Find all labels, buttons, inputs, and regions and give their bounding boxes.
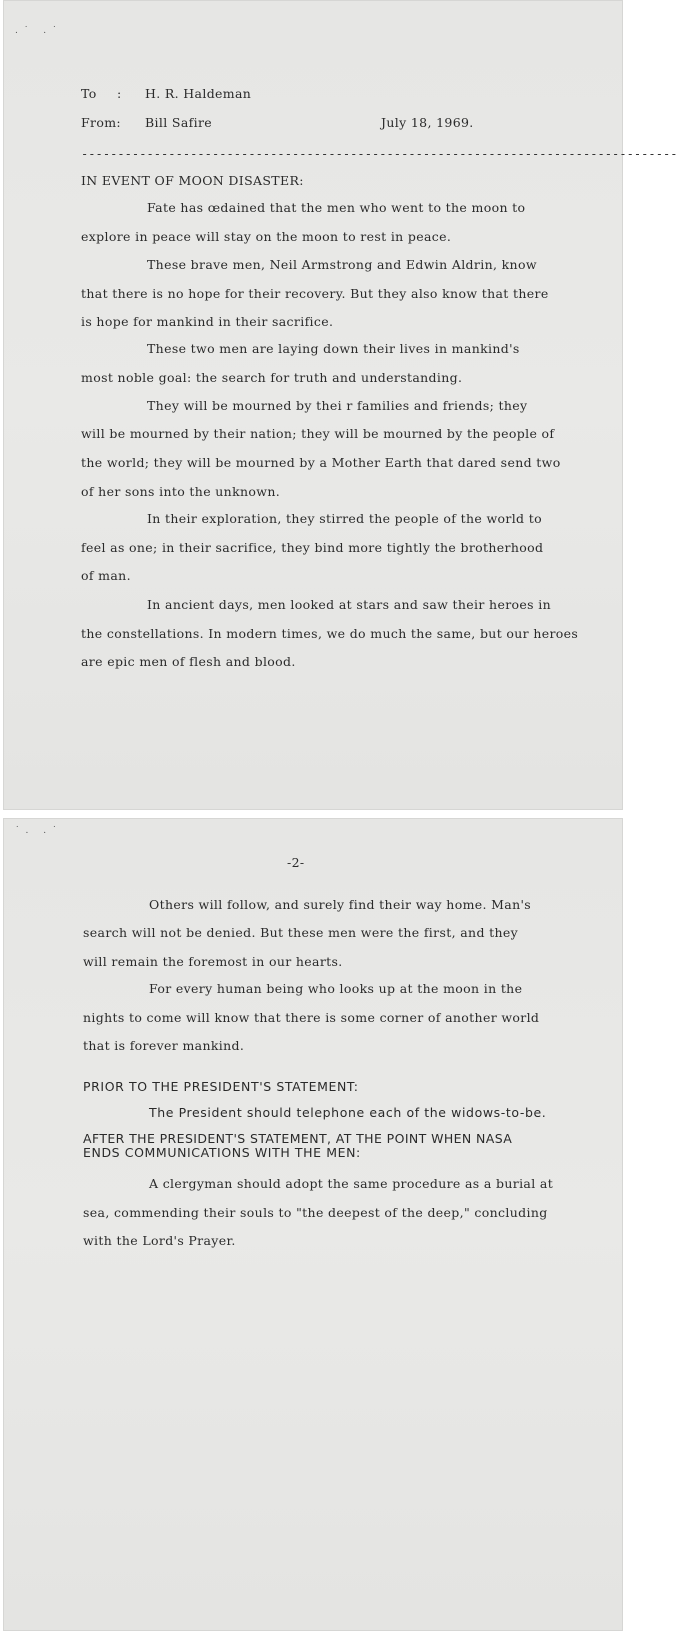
- memo-page-2: [3, 818, 623, 1631]
- memo-page-1: [3, 0, 678, 810]
- body-line: sea, commending their souls to "the deepest of the deep," concluding: [83, 1205, 548, 1220]
- to-label: To: [81, 86, 97, 101]
- body-line: of her sons into the unknown.: [81, 484, 281, 499]
- body-line: Others will follow, and surely find their way home. Man's: [149, 897, 532, 912]
- to-colon: :: [117, 86, 122, 101]
- to-recipient: H. R. Haldeman: [145, 86, 252, 101]
- body-line: They will be mourned by thei r families and friends; they: [147, 398, 528, 413]
- body-line: In their exploration, they stirred the people of the world to: [147, 511, 542, 526]
- body-line: that there is no hope for their recovery. But they also know that there: [81, 286, 549, 301]
- page-number: -2-: [287, 855, 305, 870]
- from-sender: Bill Safire: [145, 115, 213, 130]
- body-line: are epic men of flesh and blood.: [81, 654, 296, 669]
- body-line: For every human being who looks up at the moon in the: [149, 981, 523, 996]
- dashed-divider: ----------------------------------------------------------------------------------: [81, 147, 678, 161]
- body-line: with the Lord's Prayer.: [83, 1233, 236, 1248]
- body-line: most noble goal: the search for truth and understanding.: [81, 370, 463, 385]
- body-line: In ancient days, men looked at stars and saw their heroes in: [147, 597, 551, 612]
- body-line: will be mourned by their nation; they will be mourned by the people of: [81, 426, 555, 441]
- section-heading: PRIOR TO THE PRESIDENT'S STATEMENT:: [83, 1079, 359, 1094]
- scan-marks-decoration: .˙ .˙: [15, 26, 63, 36]
- body-line: A clergyman should adopt the same procedure as a burial at: [149, 1176, 554, 1191]
- body-line: the world; they will be mourned by a Mother Earth that dared send two: [81, 455, 561, 470]
- body-line: These two men are laying down their lives in mankind's: [147, 341, 520, 356]
- section-heading: AFTER THE PRESIDENT'S STATEMENT, AT THE POINT WHEN NASA: [83, 1131, 513, 1146]
- body-line: of man.: [81, 568, 131, 583]
- body-line: nights to come will know that there is some corner of another world: [83, 1010, 540, 1025]
- section-heading: ENDS COMMUNICATIONS WITH THE MEN:: [83, 1145, 361, 1160]
- from-label: From:: [81, 115, 121, 130]
- body-line: the constellations. In modern times, we do much the same, but our heroes: [81, 626, 579, 641]
- body-line: These brave men, Neil Armstrong and Edwin Aldrin, know: [147, 257, 537, 272]
- body-line: Fate has œdained that the men who went to the moon to: [147, 200, 526, 215]
- body-line: explore in peace will stay on the moon to rest in peace.: [81, 229, 452, 244]
- body-line: will remain the foremost in our hearts.: [83, 954, 343, 969]
- section-heading: IN EVENT OF MOON DISASTER:: [81, 173, 304, 188]
- body-line: search will not be denied. But these men were the first, and they: [83, 925, 519, 940]
- memo-date: July 18, 1969.: [381, 115, 474, 130]
- scan-marks-decoration: ˙. .˙: [15, 826, 63, 836]
- body-line: feel as one; in their sacrifice, they bind more tightly the brotherhood: [81, 540, 544, 555]
- body-line: is hope for mankind in their sacrifice.: [81, 314, 334, 329]
- body-line: that is forever mankind.: [83, 1038, 245, 1053]
- body-line: The President should telephone each of the widows-to-be.: [149, 1105, 547, 1120]
